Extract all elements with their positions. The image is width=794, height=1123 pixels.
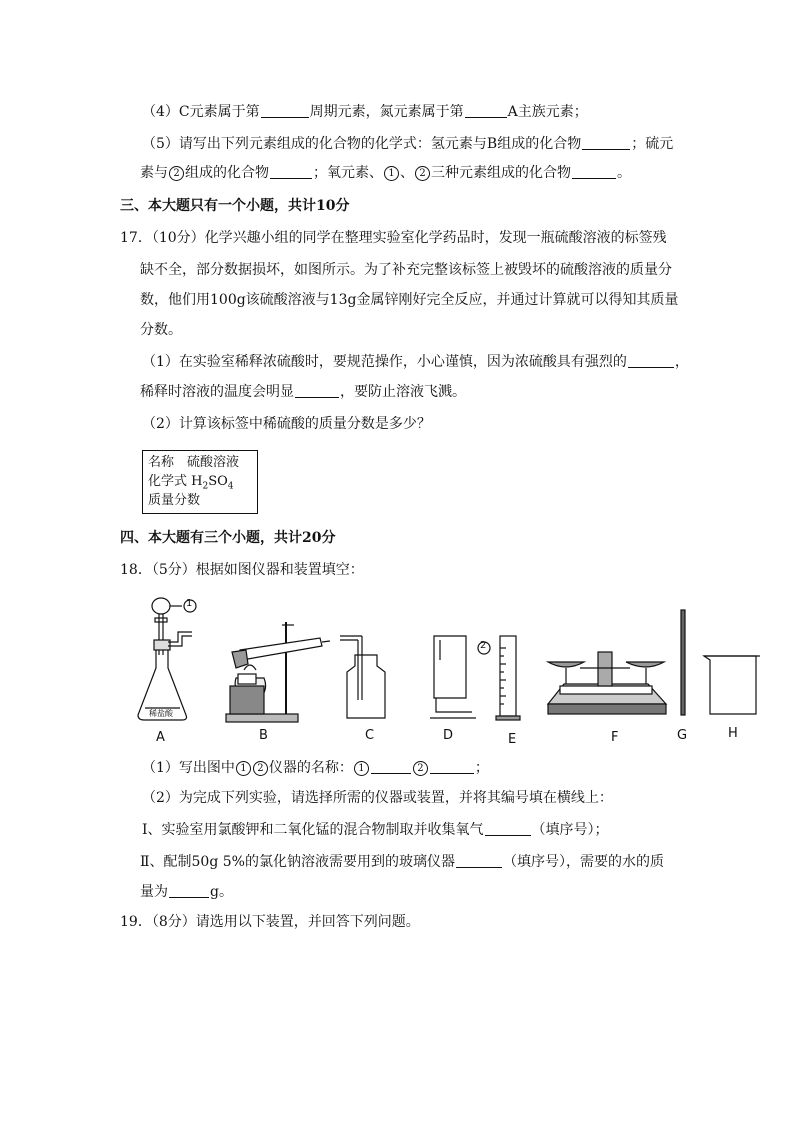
q18-ii-text: 量为 <box>140 884 168 900</box>
q18-part-ii-line2 <box>140 882 233 902</box>
q19-intro: 19．（8分）请选用以下装置，并回答下列问题。 <box>120 914 420 930</box>
apparatus-label-d: D <box>443 728 454 743</box>
label-formula-sub: 2 <box>202 481 209 492</box>
answer-blank[interactable] <box>456 853 502 868</box>
q16-p5-text: 组成的化合物 <box>185 165 269 181</box>
q17-sub1-text: ， <box>674 354 689 370</box>
q16-p5-text: 。 <box>617 165 631 181</box>
apparatus-label-h: H <box>728 726 738 741</box>
apparatus-label-g: G <box>677 728 688 743</box>
circled-number-1: 1 <box>384 166 399 181</box>
label-formula-sub: 4 <box>227 481 234 492</box>
circled-number-2: 2 <box>169 166 184 181</box>
circled-number-1: 1 <box>354 761 369 776</box>
q18-i-text: （填序号）； <box>531 822 609 838</box>
circled-number-2: 2 <box>253 761 268 776</box>
answer-blank[interactable] <box>371 759 411 774</box>
q18-sub1 <box>142 758 489 778</box>
conical-flask-apparatus <box>138 598 192 720</box>
answer-blank[interactable] <box>485 821 531 836</box>
iron-stand-apparatus <box>226 622 330 722</box>
q18-sub2: （2）为完成下列实验，请选择所需的仪器或装置，并将其编号填在横线上： <box>142 790 613 806</box>
q18-part-i <box>142 820 609 840</box>
beaker <box>704 656 760 714</box>
apparatus-label-a: A <box>156 730 165 745</box>
q16-p5-text: 素与 <box>140 165 168 181</box>
apparatus-label-f: F <box>611 730 619 745</box>
q16-p4-text-a: （4）C元素属于第 <box>142 104 260 120</box>
q16-p5-text: 、 <box>400 165 414 181</box>
q18-part-ii-line1 <box>140 852 664 872</box>
q17-line2: 缺不全，部分数据损坏，如图所示。为了补充完整该标签上被毁坏的硫酸溶液的质量分 <box>140 262 672 278</box>
callout-2-number: 2 <box>480 640 487 651</box>
q18-intro: 18．（5分）根据如图仪器和装置填空： <box>120 562 364 578</box>
q17-line4: 分数。 <box>140 322 182 338</box>
label-mass-row: 质量分数 <box>148 493 201 508</box>
circled-number-1: 1 <box>236 761 251 776</box>
q18-sub1-text: ； <box>474 760 489 776</box>
label-formula-text: SO <box>208 474 228 489</box>
label-formula-text: 化学式 H <box>148 474 203 489</box>
flask-label-text: 稀盐酸 <box>149 709 173 718</box>
q16-p4-text-c: A主族元素； <box>507 104 588 120</box>
section-heading-3: 三、本大题只有一个小题，共计10分 <box>120 198 350 214</box>
measuring-cylinder <box>496 636 520 720</box>
section-heading-4: 四、本大题有三个小题，共计20分 <box>120 530 336 546</box>
balance-scale <box>548 652 666 714</box>
q18-sub1-text: 仪器的名称： <box>268 760 353 776</box>
q18-ii-text: Ⅱ、配制50g 5%的氯化钠溶液需要用到的玻璃仪器 <box>140 854 455 870</box>
q16-p5-line1-tail: ；硫元 <box>631 136 674 152</box>
answer-blank[interactable] <box>169 883 209 898</box>
callout-1-number: 1 <box>186 598 193 609</box>
apparatus-label-c: C <box>365 728 375 743</box>
q18-ii-text: g。 <box>210 884 233 900</box>
q17-line1: 17．（10分）化学兴趣小组的同学在整理实验室化学药品时，发现一瓶硫酸溶液的标签残 <box>120 230 667 246</box>
q16-p5-text: 三种元素组成的化合物 <box>431 165 571 181</box>
q16-p5-line1: （5）请写出下列元素组成的化合物的化学式：氢元素与B组成的化合物 <box>142 136 582 152</box>
q17-sub1-text: （1）在实验室稀释浓硫酸时，要规范操作，小心谨慎，因为浓硫酸具有强烈的 <box>142 354 627 370</box>
q16-p4-text-b: 周期元素，氮元素属于第 <box>309 104 464 120</box>
label-name-row: 名称 硫酸溶液 <box>148 455 240 470</box>
apparatus-label-b: B <box>259 728 268 743</box>
answer-blank[interactable] <box>430 759 474 774</box>
q17-sub1-text: ，要防止溶液飞溅。 <box>340 384 466 400</box>
gas-bottle-apparatus <box>340 636 385 718</box>
q17-sub2: （2）计算该标签中稀硫酸的质量分数是多少？ <box>142 416 431 432</box>
glass-rod <box>681 610 685 715</box>
q16-p5-text: ；氧元素、 <box>313 165 383 181</box>
q17-sub1-text: 稀释时溶液的温度会明显 <box>140 384 294 400</box>
q18-i-text: Ⅰ、实验室用氯酸钾和二氧化锰的混合物制取并收集氧气 <box>142 822 484 838</box>
water-trough-apparatus <box>430 636 476 718</box>
q18-sub1-text: （1）写出图中 <box>142 760 235 776</box>
q18-ii-text: （填序号），需要的水的质 <box>502 854 664 870</box>
q17-line3: 数，他们用100g该硫酸溶液与13g金属锌刚好完全反应，并通过计算就可以得知其质量 <box>140 292 679 308</box>
circled-number-2: 2 <box>413 761 428 776</box>
apparatus-label-e: E <box>508 732 517 747</box>
circled-number-2: 2 <box>415 166 430 181</box>
